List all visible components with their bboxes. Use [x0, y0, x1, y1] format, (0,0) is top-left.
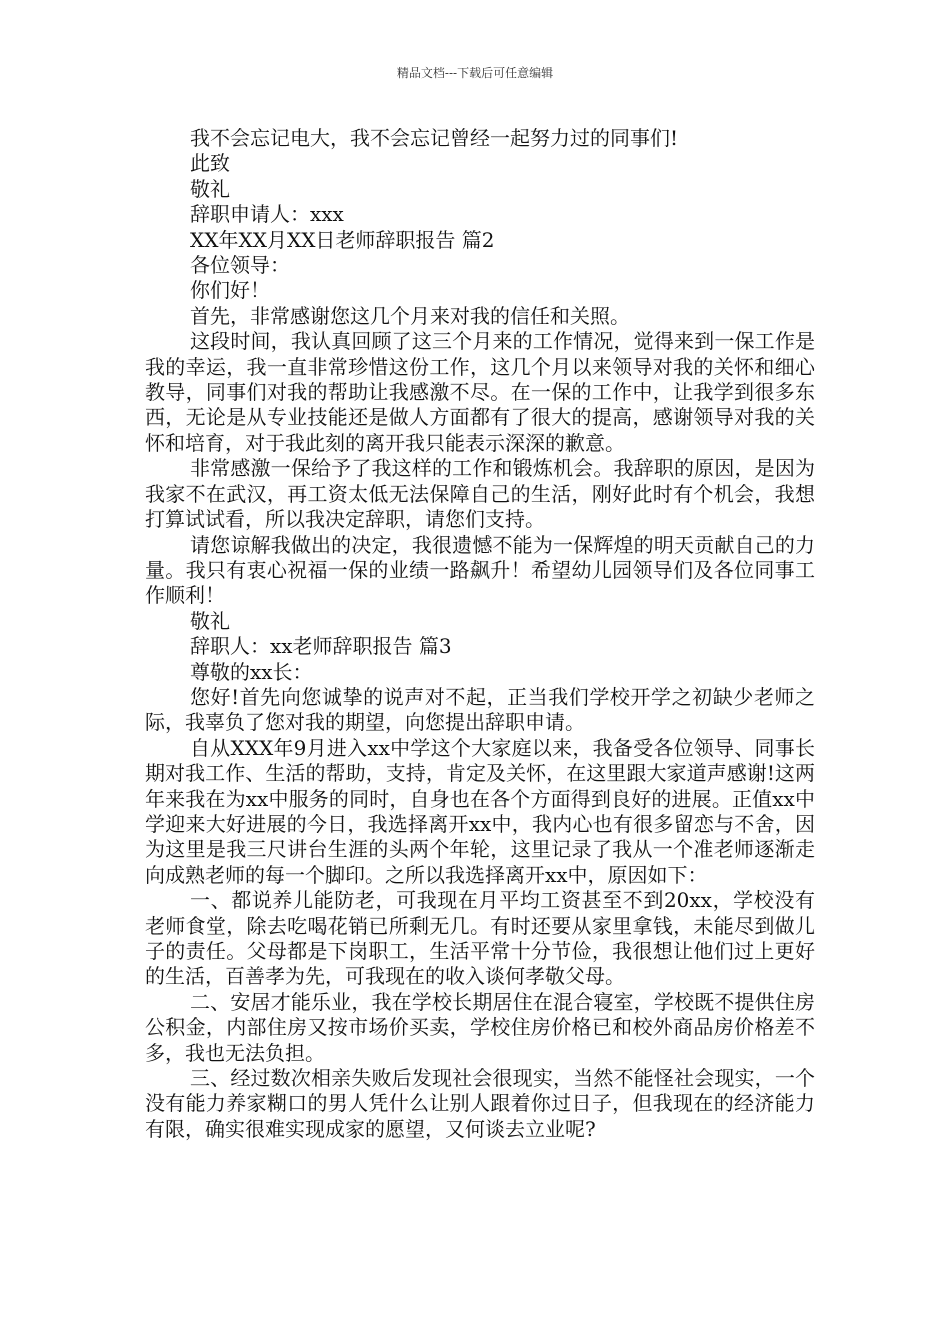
paragraph-history: 自从XXX年9月进入xx中学这个大家庭以来，我备受各位领导、同事长期对我工作、生活的帮助，支持，肯定及关怀，在这里跟大家道声感谢!这两年来我在为xx中服务的同时，自身也在各个方面得到良好的进展。正值xx中学迎来大好进展的今日，我选择离开xx中，我内心也有很多留恋与不舍，因为这里是我三尺讲台生涯的头两个年轮，这里记录了我从一个准老师逐渐走向成熟老师的每一个脚印。之所以我选择离开xx中，原因如下：	[145, 735, 815, 887]
paragraph-apology: 您好!首先向您诚挚的说声对不起，正当我们学校开学之初缺少老师之际，我辜负了您对我的期望，向您提出辞职申请。	[145, 684, 815, 735]
greeting-respected: 尊敬的xx长：	[190, 659, 313, 684]
thanks-line: 首先，非常感谢您这几个月来对我的信任和关照。	[190, 303, 630, 328]
document-body	[145, 126, 815, 1142]
date-and-section-title-2: XX年XX月XX日老师辞职报告 篇2	[190, 227, 495, 252]
salutation-cizhi: 此致	[190, 151, 230, 176]
salutation-jingli: 敬礼	[190, 176, 230, 201]
salutation-jingli-2: 敬礼	[190, 608, 230, 633]
paragraph-reason-1: 一、都说养儿能防老，可我现在月平均工资甚至不到20xx，学校没有老师食堂，除去吃喝花销已所剩无几。有时还要从家里拿钱，未能尽到做儿子的责任。父母都是下岗职工，生活平常十分节俭，我很想让他们过上更好的生活，百善孝为先，可我现在的收入谈何孝敬父母。	[145, 888, 815, 989]
greeting-hello: 你们好！	[190, 278, 270, 303]
page-header: 精品文档---下载后可任意编辑	[396, 66, 554, 80]
paragraph-reason-3: 三、经过数次相亲失败后发现社会很现实，当然不能怪社会现实，一个没有能力养家糊口的男人凭什么让别人跟着你过日子，但我现在的经济能力有限，确实很难实现成家的愿望，又何谈去立业呢?	[145, 1066, 815, 1141]
greeting-leaders: 各位领导：	[190, 253, 290, 278]
signature-line: 辞职申请人：xxx	[190, 202, 344, 227]
signature-and-section-title-3: 辞职人：xx老师辞职报告 篇3	[190, 634, 452, 659]
paragraph-reason: 非常感激一保给予了我这样的工作和锻炼机会。我辞职的原因，是因为我家不在武汉，再工资太低无法保障自己的生活，刚好此时有个机会，我想打算试试看，所以我决定辞职，请您们支持。	[145, 456, 815, 532]
paragraph-reason-2: 二、安居才能乐业，我在学校长期居住在混合寝室，学校既不提供住房公积金，内部住房又按市场价买卖，学校住房价格已和校外商品房价格差不多，我也无法负担。	[145, 989, 815, 1065]
paragraph-understanding: 请您谅解我做出的决定，我很遗憾不能为一保辉煌的明天贡献自己的力量。我只有衷心祝福一保的业绩一路飙升！希望幼儿园领导们及各位同事工作顺利！	[145, 532, 815, 608]
closing-line: 我不会忘记电大，我不会忘记曾经一起努力过的同事们!	[190, 126, 679, 150]
paragraph-review: 这段时间，我认真回顾了这三个月来的工作情况，觉得来到一保工作是我的幸运，我一直非常珍惜这份工作，这几个月以来领导对我的关怀和细心教导，同事们对我的帮助让我感激不尽。在一保的工作中，让我学到很多东西，无论是从专业技能还是做人方面都有了很大的提高，感谢领导对我的关怀和培育，对于我此刻的离开我只能表示深深的歉意。	[145, 329, 815, 455]
